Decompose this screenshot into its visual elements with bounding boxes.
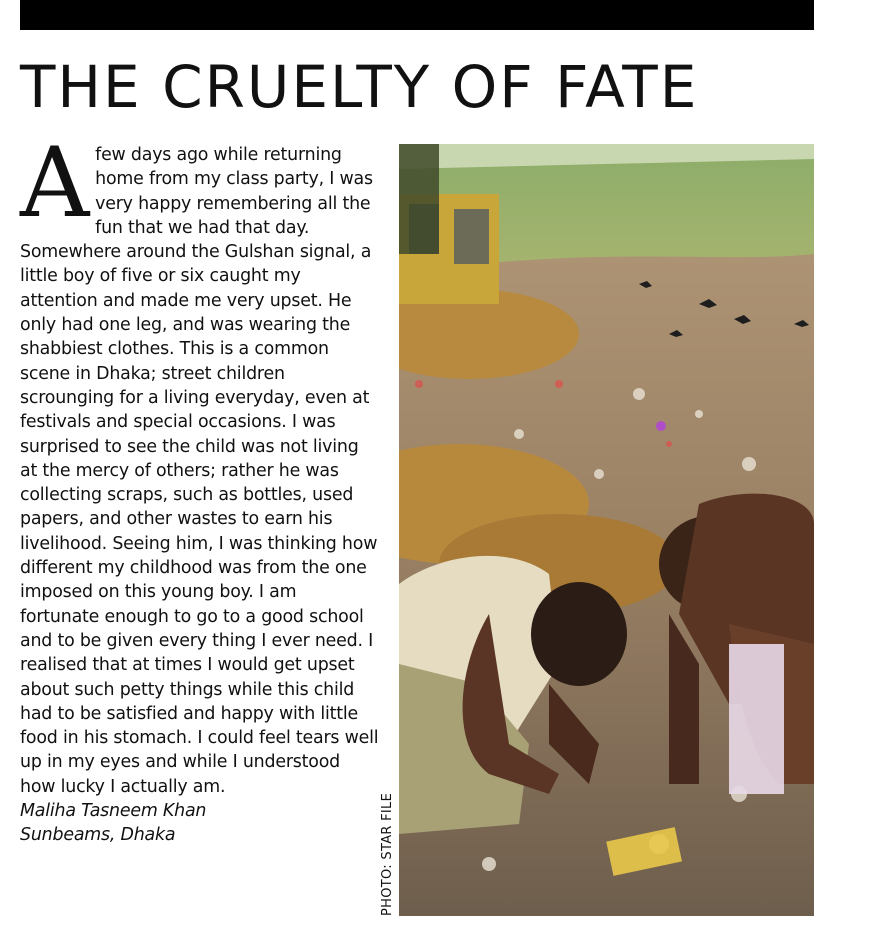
author-name: Maliha Tasneem Khan (20, 801, 207, 822)
page-title: THE CRUELTY OF FATE (20, 53, 699, 121)
article-text: few days ago while returning home from my class party, I was very happy remembering all the fun that we had that day. Somewhere around the Gulshan signal, a little boy of five or six caught my attention and made me very upset. He only had one leg, and was wearing the shabbiest clothes. This is a common scene in Dhaka; street children scrounging for a living everyday, even at festivals and special occasions. I was surprised to see the child was not living at the mercy of others; rather he was collecting scraps, such as bottles, used papers, and other wastes to earn his livelihood. Seeing him, I was thinking how different my childhood was from the one imposed on this young boy. I am fortunate enough to go to a good school and to be given every thing I ever need. I realised that at times I would get upset about such petty things while this child had to be satisfied and happy with little food in his stomach. I could feel tears well up in my eyes and while I understood how lucky I actually am. (20, 145, 379, 797)
author-affiliation: Sunbeams, Dhaka (20, 825, 176, 846)
photo-credit: PHOTO: STAR FILE (380, 792, 395, 916)
top-black-bar (20, 0, 814, 30)
drop-cap: A (20, 127, 90, 239)
article-body (20, 127, 380, 848)
article-photo (399, 144, 814, 916)
